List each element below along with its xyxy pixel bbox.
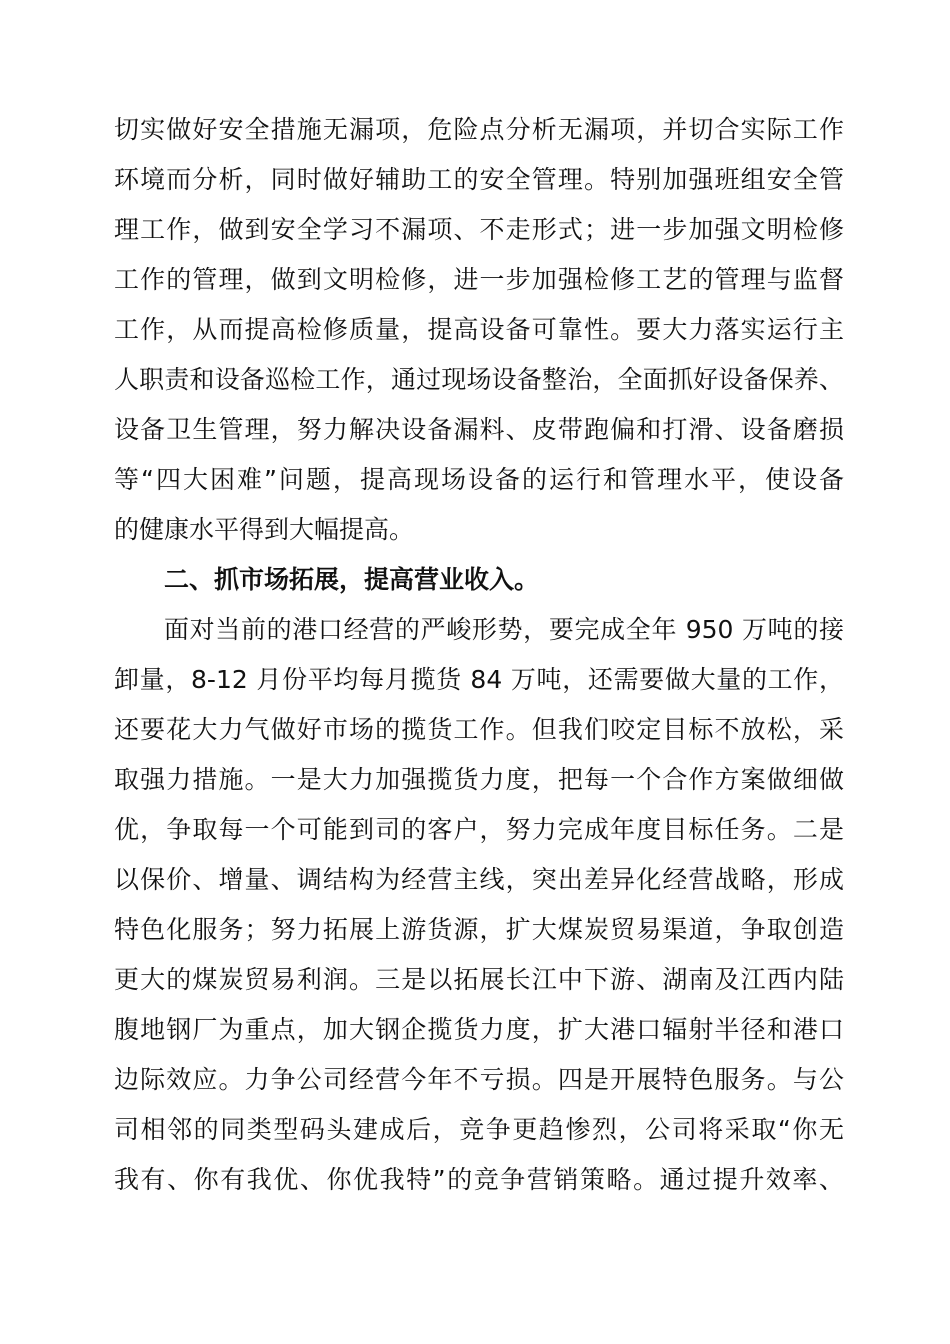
para2-line-10: 边际效应。力争公司经营今年不亏损。四是开展特色服务。与公 [114, 1065, 844, 1094]
para2-line-12: 我有、你有我优、你优我特”的竞争营销策略。通过提升效率、 [114, 1165, 844, 1194]
para1-line-9: 的健康水平得到大幅提高。 [114, 515, 415, 544]
para2-line-11: 司相邻的同类型码头建成后，竞争更趋惨烈，公司将采取“你无 [114, 1115, 844, 1144]
para1-line-4: 工作的管理，做到文明检修，进一步加强检修工艺的管理与监督 [114, 265, 844, 294]
para2-line-1: 面对当前的港口经营的严峻形势，要完成全年 950 万吨的接 [164, 615, 844, 644]
para2-line-5: 优，争取每一个可能到司的客户，努力完成年度目标任务。二是 [114, 815, 844, 844]
para2-line-3: 还要花大力气做好市场的揽货工作。但我们咬定目标不放松，采 [114, 715, 844, 744]
section-heading-2: 二、抓市场拓展，提高营业收入。 [164, 565, 540, 594]
para1-line-2: 环境而分析，同时做好辅助工的安全管理。特别加强班组安全管 [114, 165, 844, 194]
para1-line-3: 理工作，做到安全学习不漏项、不走形式；进一步加强文明检修 [114, 215, 844, 244]
para1-line-1: 切实做好安全措施无漏项，危险点分析无漏项，并切合实际工作 [114, 115, 844, 144]
para2-line-8: 更大的煤炭贸易利润。三是以拓展长江中下游、湖南及江西内陆 [114, 965, 844, 994]
para2-line-9: 腹地钢厂为重点，加大钢企揽货力度，扩大港口辐射半径和港口 [114, 1015, 844, 1044]
para1-line-8: 等“四大困难”问题，提高现场设备的运行和管理水平，使设备 [114, 465, 844, 494]
para2-line-6: 以保价、增量、调结构为经营主线，突出差异化经营战略，形成 [114, 865, 844, 894]
para1-line-5: 工作，从而提高检修质量，提高设备可靠性。要大力落实运行主 [114, 315, 844, 344]
para2-line-7: 特色化服务；努力拓展上游货源，扩大煤炭贸易渠道，争取创造 [114, 915, 844, 944]
para2-line-2: 卸量，8-12 月份平均每月揽货 84 万吨，还需要做大量的工作， [114, 665, 844, 694]
para2-line-4: 取强力措施。一是大力加强揽货力度，把每一个合作方案做细做 [114, 765, 844, 794]
para1-line-7: 设备卫生管理，努力解决设备漏料、皮带跑偏和打滑、设备磨损 [114, 415, 844, 444]
para1-line-6: 人职责和设备巡检工作，通过现场设备整治，全面抓好设备保养、 [114, 365, 844, 394]
